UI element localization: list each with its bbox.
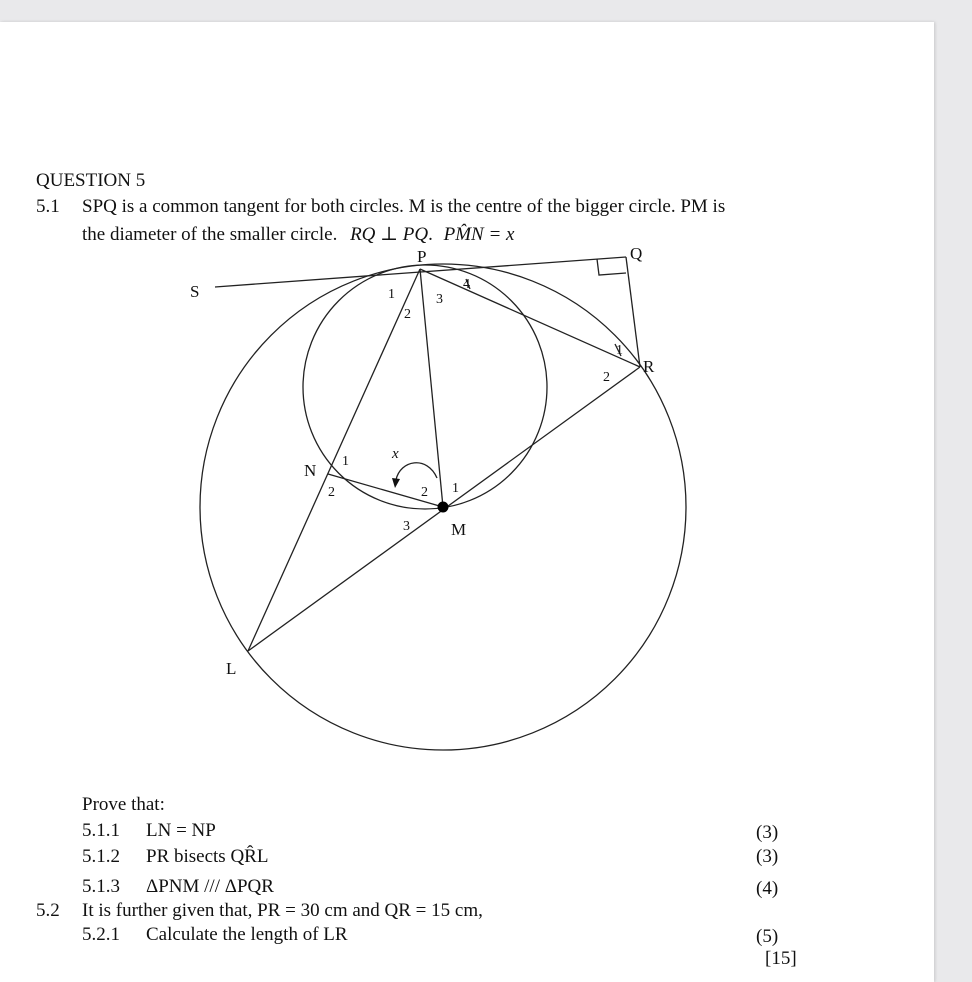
angle-p2: 2: [404, 307, 411, 322]
label-n: N: [304, 461, 317, 480]
q51-line2-text: the diameter of the smaller circle.: [82, 224, 338, 245]
q52-text: It is further given that, PR = 30 cm and QR = 15 cm,: [82, 900, 483, 921]
item-513-marks: (4): [756, 878, 779, 899]
item-521-number: 5.2.1: [82, 924, 120, 945]
centre-dot-m: [438, 502, 449, 513]
label-q: Q: [630, 244, 643, 263]
small-circle: [303, 265, 547, 509]
item-521-marks: (5): [756, 926, 779, 947]
item-512-marks: (3): [756, 846, 779, 867]
q51-math-perpendicular: RQ ⊥ PQ: [350, 224, 429, 245]
right-angle-mark: [597, 259, 626, 275]
label-s: S: [190, 282, 200, 301]
geometry-diagram: [0, 22, 934, 982]
angle-x-arc: [396, 463, 437, 480]
angle-x-arrowhead: [392, 478, 400, 488]
angle-p4: 4: [463, 277, 470, 292]
q51-line1: SPQ is a common tangent for both circles. M is the centre of the bigger circle. PM is: [82, 196, 726, 217]
label-x: x: [392, 446, 399, 462]
item-511-number: 5.1.1: [82, 820, 120, 841]
worksheet-page: [0, 22, 934, 982]
angle-p3: 3: [436, 292, 443, 307]
q51-separator: .: [428, 224, 433, 245]
angle-n1: 1: [342, 454, 349, 469]
item-513-number: 5.1.3: [82, 876, 120, 897]
item-511-text: LN = NP: [146, 820, 216, 841]
q52-number: 5.2: [36, 900, 60, 921]
angle-n2: 2: [328, 485, 335, 500]
item-521-text: Calculate the length of LR: [146, 924, 348, 945]
prove-label: Prove that:: [82, 794, 165, 815]
item-512-text: PR bisects QR̂L: [146, 846, 269, 867]
angle-r1: 1: [616, 343, 623, 358]
label-m: M: [451, 520, 467, 539]
question-heading: QUESTION 5: [36, 170, 146, 191]
angle-p1: 1: [388, 287, 395, 302]
angle-m1: 1: [452, 481, 459, 496]
label-r: R: [643, 357, 655, 376]
item-511-marks: (3): [756, 822, 779, 843]
q51-math-angle: PM̂N = x: [443, 224, 515, 245]
label-l: L: [226, 659, 237, 678]
label-p: P: [417, 247, 427, 266]
line-pr: [420, 269, 640, 367]
angle-r2: 2: [603, 370, 610, 385]
angle-m3: 3: [403, 519, 410, 534]
item-512-number: 5.1.2: [82, 846, 120, 867]
angle-m2: 2: [421, 485, 428, 500]
total-marks: [15]: [765, 948, 797, 969]
item-513-text: ΔPNM /// ΔPQR: [146, 876, 274, 897]
q51-number: 5.1: [36, 196, 60, 217]
